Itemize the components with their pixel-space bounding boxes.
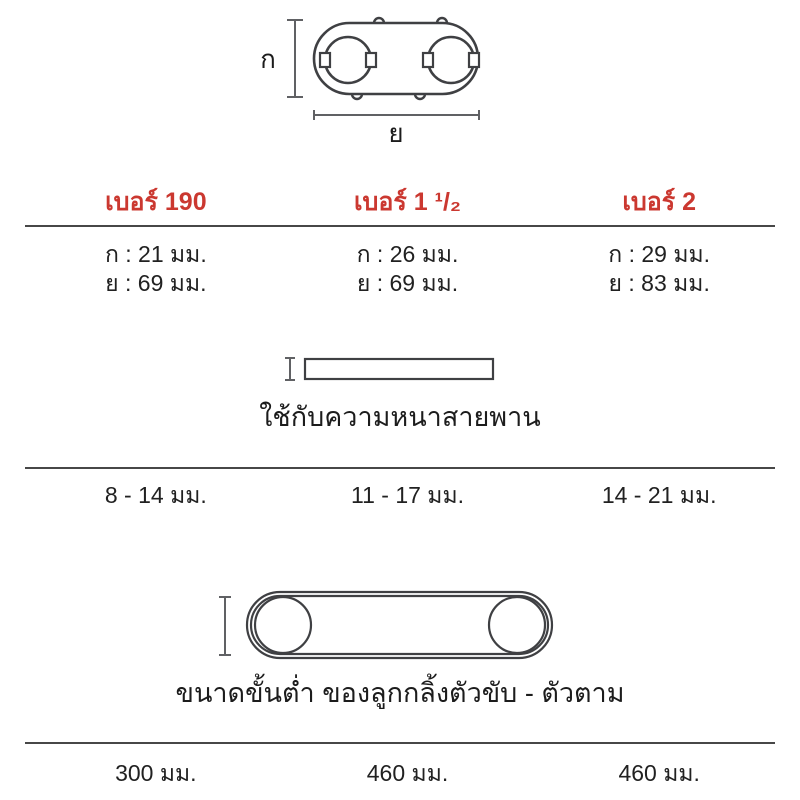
- dim-k-no190: ก : 21 มม.: [104, 241, 207, 267]
- thickness-dimension-marker: [285, 358, 295, 380]
- conveyor-belt-diagram: [210, 585, 570, 665]
- pulley-no190: 300 มม.: [115, 760, 197, 786]
- thickness-no190: 8 - 14 มม.: [104, 482, 207, 508]
- height-dimension-line: [287, 20, 303, 97]
- belt-thickness-row: [30, 481, 785, 509]
- height-dimension-row: [30, 240, 785, 268]
- pulley-dimension-marker: [219, 597, 231, 655]
- thickness-no1half: 11 - 17 มม.: [351, 482, 465, 508]
- belt-strip-diagram: [280, 351, 510, 385]
- dim-k-no2: ก : 29 มม.: [608, 241, 711, 267]
- dim-y-no190: ย : 69 มม.: [105, 270, 207, 296]
- size-header-row: [30, 187, 785, 217]
- divider-line-middle: [25, 467, 775, 469]
- width-dimension-row: [30, 269, 785, 297]
- fastener-width-label: ย: [388, 118, 404, 148]
- fastener-height-label: ก: [260, 44, 276, 74]
- column-header-no1half: เบอร์ 1 ¹/₂: [353, 188, 462, 216]
- divider-line-top: [25, 225, 775, 227]
- conveyor-belt-loop: [247, 592, 552, 658]
- min-pulley-caption: ขนาดขั้นต่ำ ของลูกกลิ้งตัวขับ - ตัวตาม: [175, 678, 625, 708]
- dim-y-no1half: ย : 69 มม.: [356, 270, 459, 296]
- belt-strip-rect: [305, 359, 493, 379]
- column-header-no190: เบอร์ 190: [105, 188, 207, 216]
- dim-y-no2: ย : 83 มม.: [608, 270, 710, 296]
- column-header-no2: เบอร์ 2: [622, 188, 697, 216]
- dim-k-no1half: ก : 26 มม.: [356, 241, 459, 267]
- thickness-no2: 14 - 21 มม.: [601, 482, 717, 508]
- pulley-no2: 460 มม.: [618, 760, 700, 786]
- divider-line-bottom: [25, 742, 775, 744]
- belt-thickness-caption: ใช้กับความหนาสายพาน: [259, 402, 541, 432]
- pulley-no1half: 460 มม.: [366, 760, 449, 786]
- conveyor-pulleys: [255, 597, 545, 653]
- min-pulley-row: [30, 759, 785, 787]
